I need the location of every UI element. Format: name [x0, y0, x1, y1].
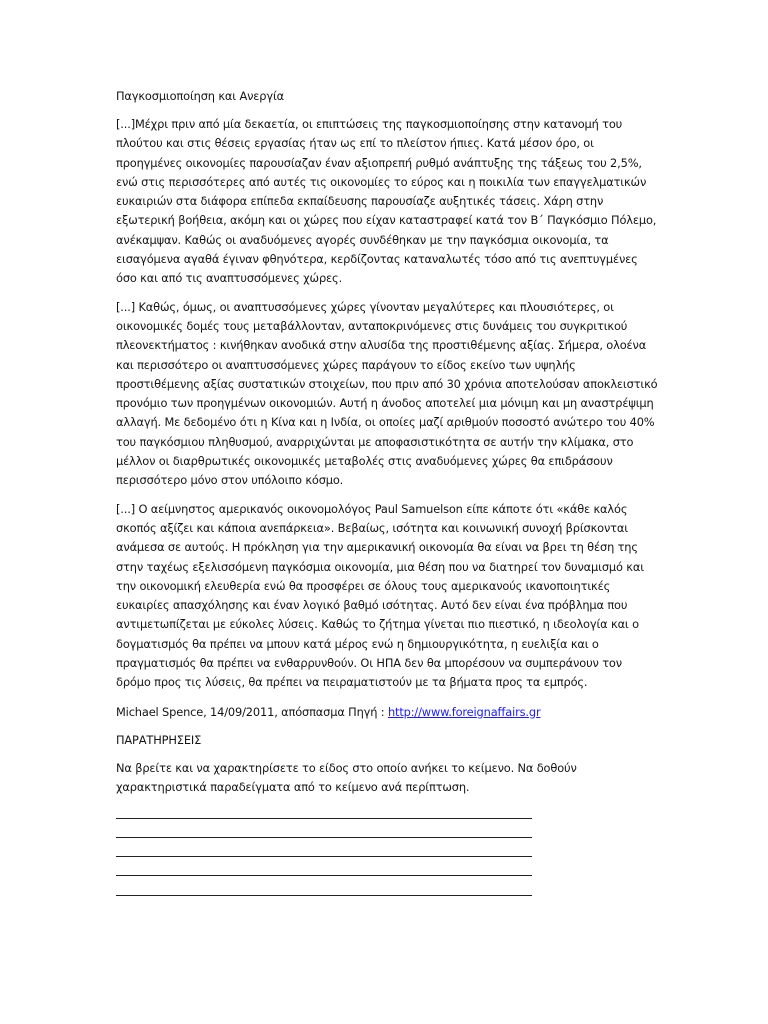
answer-line[interactable]: [116, 876, 532, 895]
answer-line[interactable]: [116, 838, 532, 857]
paragraph-3: [...] Ο αείμνηστος αμερικανός οικονομολόγος Paul Samuelson είπε κάποτε ότι «κάθε καλός σκοπός αξίζει και κάποια ανεπάρκεια». Βεβαίως, ισότητα και κοινωνική συνοχή βρίσκονται ανάμεσα σε αυτούς. Η πρόκληση για την αμερικανική οικονομία θα είναι να βρει τη θέση της στην ταχέως εξελισσόμενη παγκόσμια οικονομία, μια θέση που να διατηρεί τον δυναμισμό και την οικονομική ελευθερία ενώ θα προσφέρει σε όλους τους αμερικανούς ικανοποιητικές ευκαιρίες απασχόλησης και έναν λογικό βαθμό ισότητας. Αυτό δεν είναι ένα πρόβλημα που αντιμετωπίζεται με εύκολες λύσεις. Καθώς το ζήτημα γίνεται πιο πιεστικό, η ιδεολογία και ο δογματισμός θα πρέπει να μπουν κατά μέρος ενώ η δημιουργικότητα, η ευελιξία και ο πραγματισμός θα πρέπει να ενθαρρυνθούν. Οι ΗΠΑ δεν θα μπορέσουν να συμπεράνουν τον δρόμο προς τις λύσεις, θα πρέπει να πειραματιστούν με τα βήματα προς τα εμπρός.: [116, 501, 644, 690]
document-page: [116, 86, 660, 896]
source-citation: [116, 702, 660, 722]
source-citation-text: Michael Spence, 14/09/2011, απόσπασμα Πηγή :: [116, 704, 388, 719]
notes-heading: ΠΑΡΑΤΗΡΗΣΕΙΣ: [116, 732, 202, 747]
answer-lines: [116, 800, 532, 896]
paragraph-2: [...] Καθώς, όμως, οι αναπτυσσόμενες χώρες γίνονταν μεγαλύτερες και πλουσιότερες, οι οικονομικές δομές τους μεταβάλλονταν, ανταποκρινόμενες στις δυνάμεις του συγκριτικού πλεονεκτήματος : κινήθηκαν ανοδικά στην αλυσίδα της προστιθέμενης αξίας. Σήμερα, ολοένα και περισσότερο οι αναπτυσσόμενες χώρες παράγουν το είδος εκείνο των υψηλής προστιθέμενης αξίας συστατικών στοιχείων, που πριν από 30 χρόνια αποτελούσαν αποκλειστικό προνόμιο των προηγμένων οικονομιών. Αυτή η άνοδος αποτελεί μια μόνιμη και μη αναστρέψιμη αλλαγή. Με δεδομένο ότι η Κίνα και η Ινδία, οι οποίες μαζί αριθμούν ποσοστό ανώτερο του 40% του παγκόσμιου πληθυσμού, αναρριχώνται με αποφασιστικότητα σε αυτήν την κλίμακα, στο μέλλον οι διαρθρωτικές οικονομικές μεταβολές στις αναδυόμενες χώρες θα επιδράσουν περισσότερο μόνο στον υπόλοιπο κόσμο.: [116, 299, 658, 488]
source-link[interactable]: http://www.foreignaffairs.gr: [387, 704, 541, 719]
task-instruction: Να βρείτε και να χαρακτηρίσετε το είδος στο οποίο ανήκει το κείμενο. Να δοθούν χαρακτηριστικά παραδείγματα από το κείμενο ανά περίπτωση.: [116, 760, 577, 795]
document-title: Παγκοσμιοποίηση και Ανεργία: [116, 89, 285, 103]
answer-line[interactable]: [116, 800, 532, 819]
paragraph-1: [...]Μέχρι πριν από μία δεκαετία, οι επιπτώσεις της παγκοσμιοποίησης στην κατανομή του πλούτου και στις θέσεις εργασίας ήταν ως επί το πλείστον ήπιες. Κατά μέσον όρο, οι προηγμένες οικονομίες παρουσίαζαν έναν αξιοπρεπή ρυθμό ανάπτυξης της τάξεως του 2,5%, ενώ στις περισσότερες από αυτές τις οικονομίες το εύρος και η ποικιλία των επαγγελματικών ευκαιριών στα διάφορα επίπεδα εκπαίδευσης παρουσίαζε αυξητικές τάσεις. Χάρη στην εξωτερική βοήθεια, ακόμη και οι χώρες που είχαν καταστραφεί κατά τον Β΄ Παγκόσμιο Πόλεμο, ανέκαμψαν. Καθώς οι αναδυόμενες αγορές συνδέθηκαν με την παγκόσμια οικονομία, τα εισαγόμενα αγαθά έγιναν φθηνότερα, κερδίζοντας καταναλωτές τόσο από τις ανεπτυγμένες όσο και από τις αναπτυσσόμενες χώρες.: [116, 117, 657, 286]
answer-line[interactable]: [116, 819, 532, 838]
answer-line[interactable]: [116, 857, 532, 876]
